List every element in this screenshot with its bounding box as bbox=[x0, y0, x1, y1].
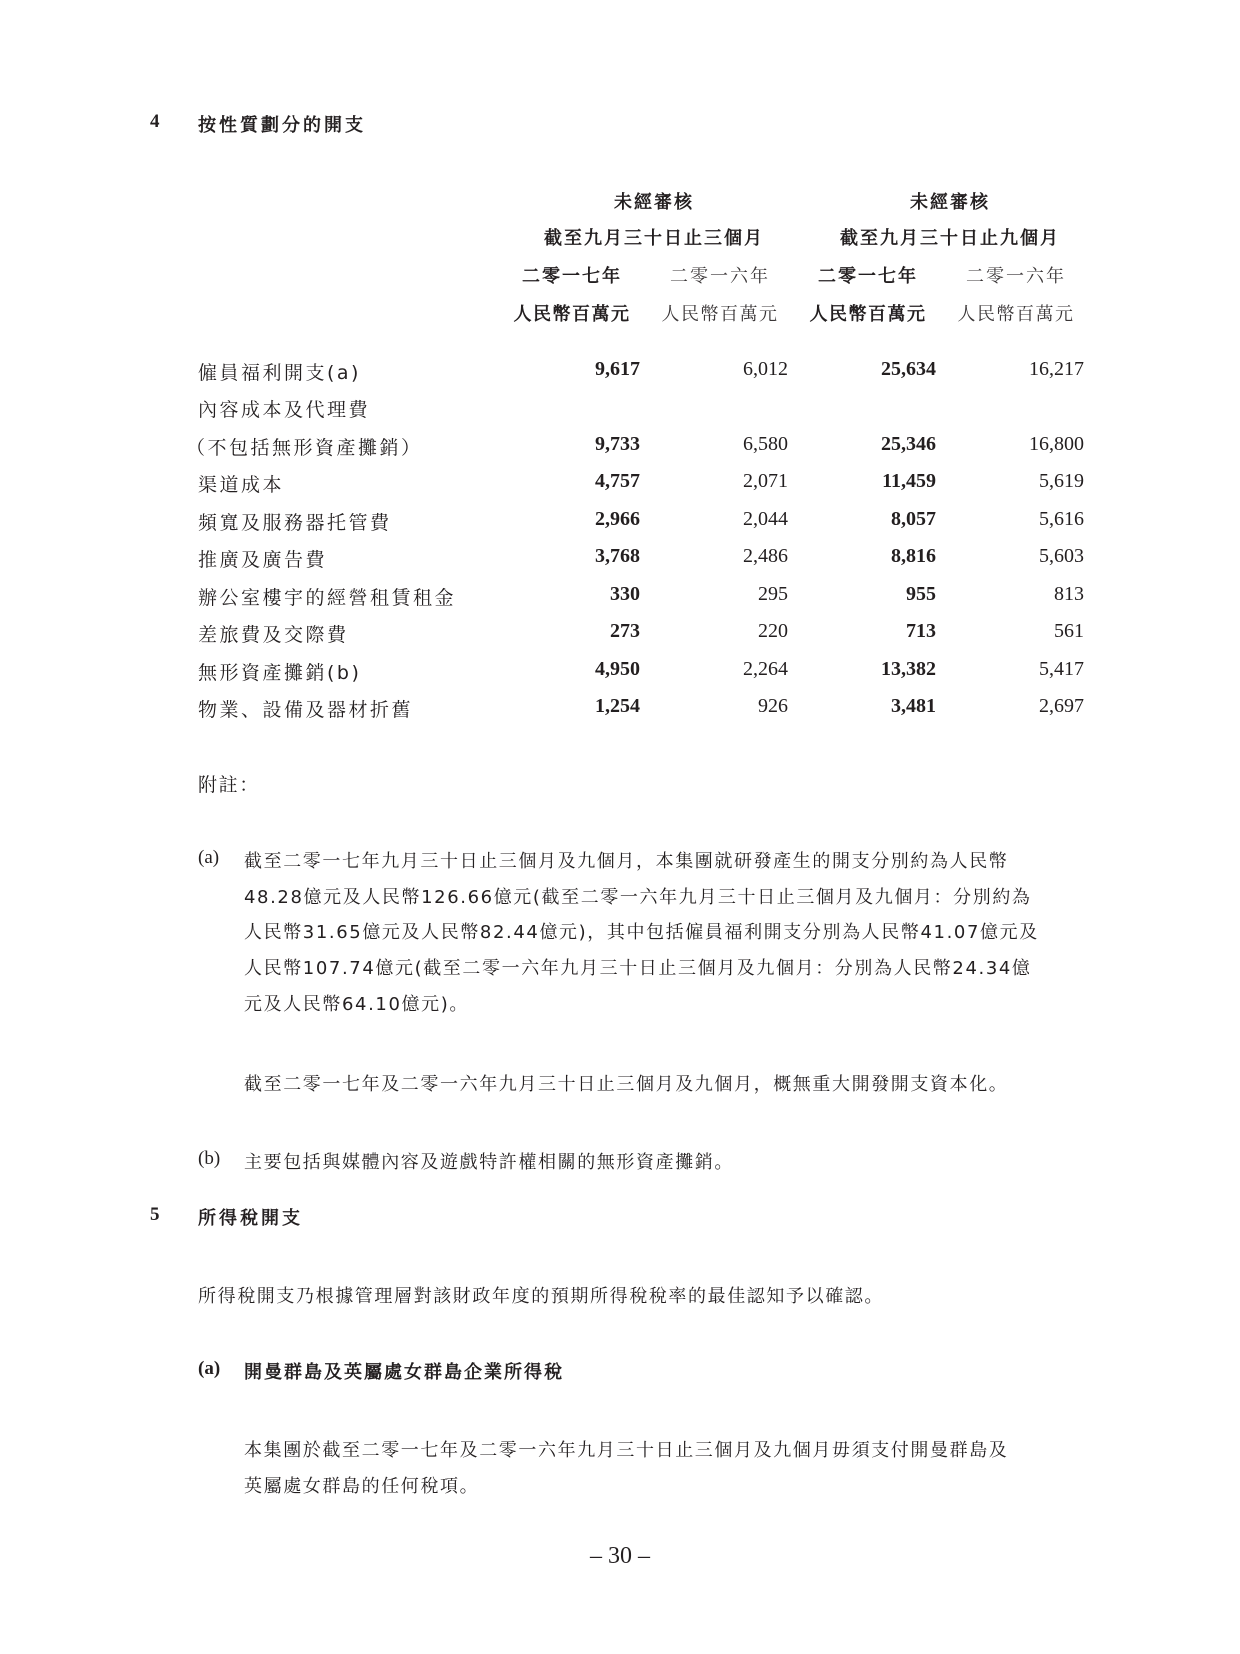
row-label: （不包括無形資產攤銷） bbox=[186, 437, 423, 459]
group-header-line2: 截至九月三十日止三個月 bbox=[544, 228, 764, 249]
year-header: 二零一六年 bbox=[966, 266, 1066, 287]
sub-a-line: 英屬處女群島的任何稅項。 bbox=[244, 1476, 480, 1497]
year-header: 二零一七年 bbox=[522, 266, 622, 287]
cell-value: 2,697 bbox=[1039, 695, 1084, 717]
cell-value: 926 bbox=[758, 695, 788, 717]
cell-value: 13,382 bbox=[881, 658, 936, 680]
section-number: 5 bbox=[150, 1204, 160, 1225]
note-a-marker: (a) bbox=[198, 847, 220, 868]
cell-value: 8,057 bbox=[891, 508, 936, 530]
cell-value: 561 bbox=[1054, 620, 1084, 642]
row-label: 渠道成本 bbox=[198, 474, 285, 496]
year-header: 二零一七年 bbox=[818, 266, 918, 287]
row-label: 推廣及廣告費 bbox=[198, 549, 328, 571]
row-label: 物業、設備及器材折舊 bbox=[198, 699, 414, 721]
row-label: 內容成本及代理費 bbox=[198, 399, 371, 421]
cell-value: 5,616 bbox=[1039, 508, 1084, 530]
cell-value: 4,950 bbox=[595, 658, 640, 680]
cell-value: 25,346 bbox=[881, 433, 936, 455]
row-label: 無形資產攤銷(b) bbox=[198, 662, 362, 684]
row-label: 差旅費及交際費 bbox=[198, 624, 349, 646]
cell-value: 6,580 bbox=[743, 433, 788, 455]
cell-value: 9,617 bbox=[595, 358, 640, 380]
group-header-line1: 未經審核 bbox=[910, 192, 990, 213]
unit-header: 人民幣百萬元 bbox=[809, 304, 927, 325]
cell-value: 955 bbox=[906, 583, 936, 605]
section-title: 按性質劃分的開支 bbox=[198, 115, 366, 136]
row-label: 頻寬及服務器托管費 bbox=[198, 512, 392, 534]
note-a-line: 48.28億元及人民幣126.66億元(截至二零一六年九月三十日止三個月及九個月：分別約為 bbox=[244, 887, 1032, 908]
cell-value: 9,733 bbox=[595, 433, 640, 455]
cell-value: 2,486 bbox=[743, 545, 788, 567]
cell-value: 16,217 bbox=[1029, 358, 1084, 380]
cell-value: 5,603 bbox=[1039, 545, 1084, 567]
cell-value: 16,800 bbox=[1029, 433, 1084, 455]
cell-value: 220 bbox=[758, 620, 788, 642]
cell-value: 3,768 bbox=[595, 545, 640, 567]
cell-value: 713 bbox=[906, 620, 936, 642]
note-a-line: 人民幣107.74億元(截至二零一六年九月三十日止三個月及九個月：分別為人民幣24.34億 bbox=[244, 958, 1032, 979]
group-header-line1: 未經審核 bbox=[614, 192, 694, 213]
section-number: 4 bbox=[150, 111, 160, 132]
sub-a-marker: (a) bbox=[198, 1358, 221, 1379]
cell-value: 3,481 bbox=[891, 695, 936, 717]
note-a-line: 截至二零一七年九月三十日止三個月及九個月，本集團就研發產生的開支分別約為人民幣 bbox=[244, 851, 1009, 872]
unit-header: 人民幣百萬元 bbox=[661, 304, 779, 325]
section5-paragraph: 所得稅開支乃根據管理層對該財政年度的預期所得稅稅率的最佳認知予以確認。 bbox=[198, 1286, 884, 1307]
note-a-line: 元及人民幣64.10億元)。 bbox=[244, 994, 469, 1015]
cell-value: 25,634 bbox=[881, 358, 936, 380]
cell-value: 6,012 bbox=[743, 358, 788, 380]
row-label: 僱員福利開支(a) bbox=[198, 362, 361, 384]
cell-value: 11,459 bbox=[882, 470, 936, 492]
cell-value: 330 bbox=[610, 583, 640, 605]
cell-value: 1,254 bbox=[595, 695, 640, 717]
unit-header: 人民幣百萬元 bbox=[957, 304, 1075, 325]
cell-value: 5,417 bbox=[1039, 658, 1084, 680]
page-number: – 30 – bbox=[590, 1543, 650, 1569]
section-title: 所得稅開支 bbox=[198, 1208, 303, 1229]
cell-value: 813 bbox=[1054, 583, 1084, 605]
note-a-line: 人民幣31.65億元及人民幣82.44億元)，其中包括僱員福利開支分別為人民幣41.07億元及 bbox=[244, 922, 1039, 943]
unit-header: 人民幣百萬元 bbox=[513, 304, 631, 325]
cell-value: 2,966 bbox=[595, 508, 640, 530]
cell-value: 5,619 bbox=[1039, 470, 1084, 492]
notes-heading: 附註： bbox=[198, 774, 260, 796]
group-header-line2: 截至九月三十日止九個月 bbox=[840, 228, 1060, 249]
cell-value: 4,757 bbox=[595, 470, 640, 492]
cell-value: 295 bbox=[758, 583, 788, 605]
note-a-followup: 截至二零一七年及二零一六年九月三十日止三個月及九個月，概無重大開發開支資本化。 bbox=[244, 1074, 1009, 1095]
cell-value: 8,816 bbox=[891, 545, 936, 567]
cell-value: 2,071 bbox=[743, 470, 788, 492]
sub-a-line: 本集團於截至二零一七年及二零一六年九月三十日止三個月及九個月毋須支付開曼群島及 bbox=[244, 1440, 1009, 1461]
row-label: 辦公室樓宇的經營租賃租金 bbox=[198, 587, 457, 609]
cell-value: 2,264 bbox=[743, 658, 788, 680]
sub-a-title: 開曼群島及英屬處女群島企業所得稅 bbox=[244, 1362, 564, 1383]
note-b-text: 主要包括與媒體內容及遊戲特許權相關的無形資產攤銷。 bbox=[244, 1152, 734, 1173]
cell-value: 273 bbox=[610, 620, 640, 642]
year-header: 二零一六年 bbox=[670, 266, 770, 287]
cell-value: 2,044 bbox=[743, 508, 788, 530]
note-b-marker: (b) bbox=[198, 1148, 221, 1169]
